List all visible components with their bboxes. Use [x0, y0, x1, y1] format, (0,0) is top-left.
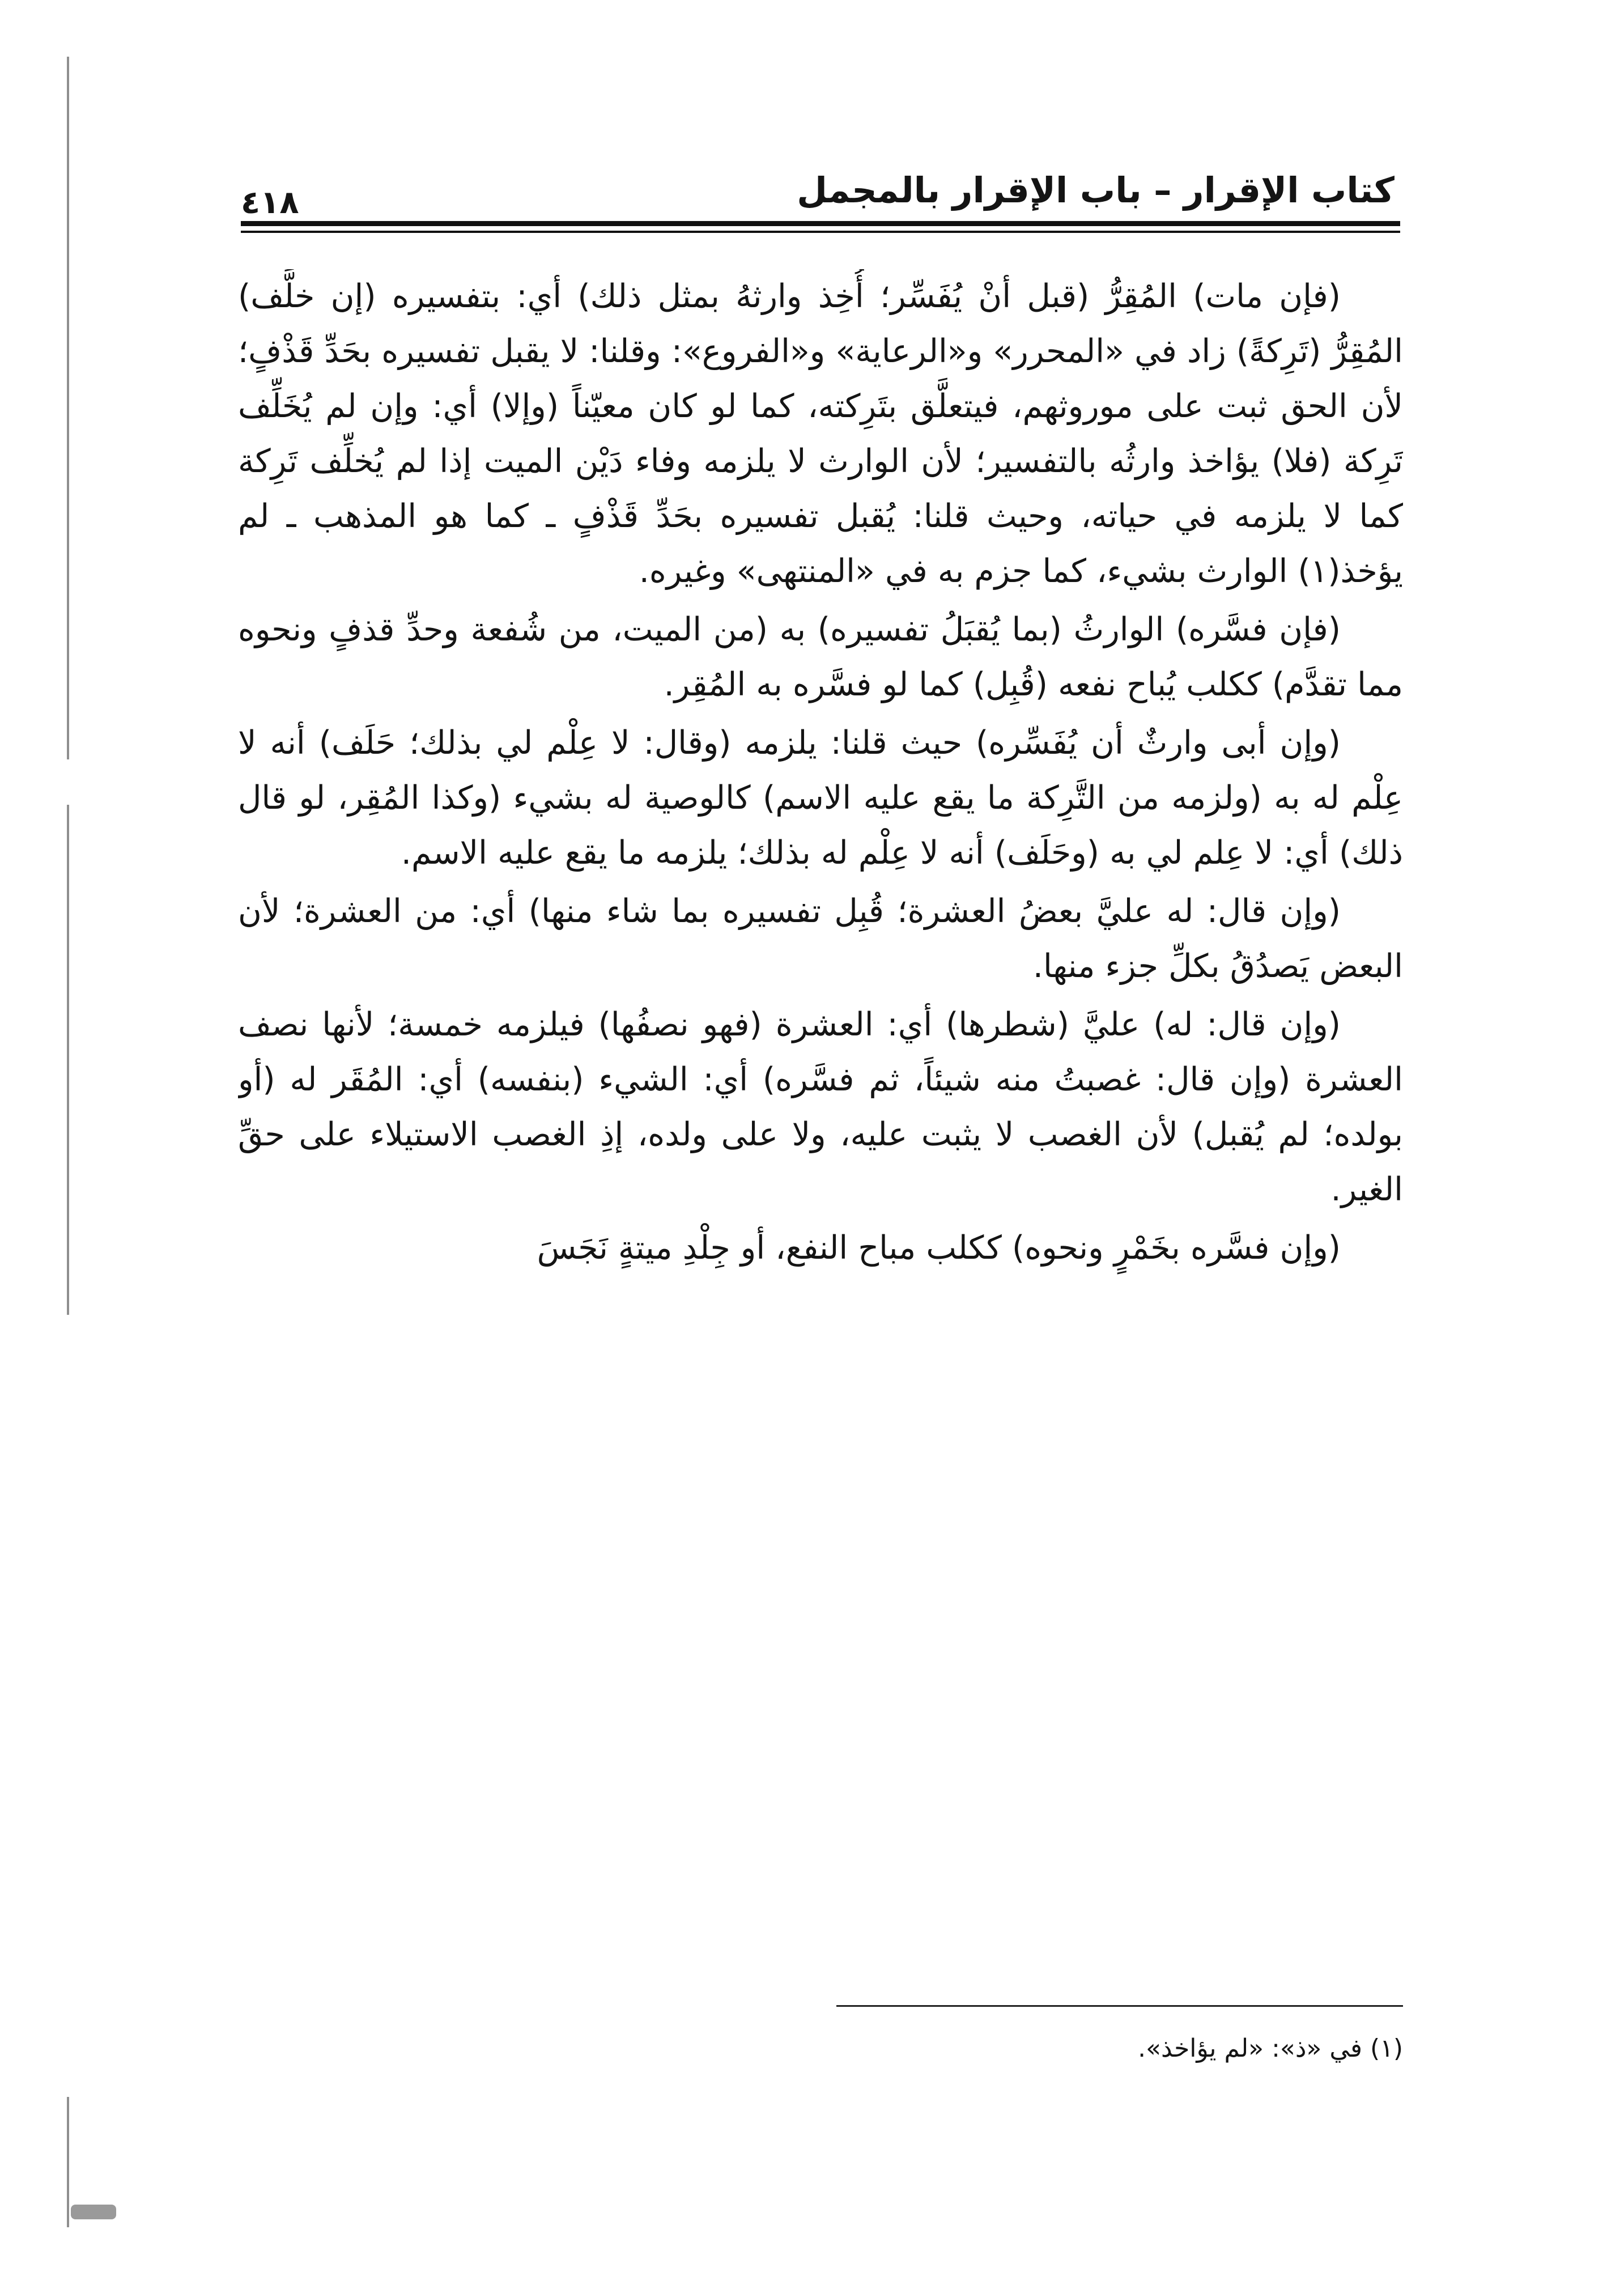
- paragraph: (وإن قال: له) عليَّ (شطرها) أي: العشرة (فهو نصفُها) فيلزمه خمسة؛ لأنها نصف العشرة (وإن قال: غصبتُ منه شيئاً، ثم فسَّره) أي: الشيء (بنفسه) أي: المُقَر له (أو بولده؛ لم يُقبل) لأن الغصب لا يثبت عليه، ولا على ولده، إذِ الغصب الاستيلاء على حقِّ الغير.: [238, 1006, 1403, 1208]
- header-rule: [241, 221, 1400, 226]
- scan-edge-line: [67, 805, 69, 1315]
- footnote-separator: [836, 2005, 1403, 2007]
- paragraph: (وإن أبى وارثٌ أن يُفَسِّره) حيث قلنا: يلزمه (وقال: لا عِلْم لي بذلك؛ حَلَف) أنه لا عِلْم له به (ولزمه من التَّرِكة ما يقع عليه الاسم) كالوصية له بشيء (وكذا المُقِر، لو قال ذلك) أي: لا عِلم لي به (وحَلَف) أنه لا عِلْم له بذلك؛ يلزمه ما يقع عليه الاسم.: [238, 724, 1403, 872]
- paragraph: (فإن مات) المُقِرُّ (قبل أنْ يُفَسِّر؛ أُخِذ وارثهُ بمثل ذلك) أي: بتفسيره (إن خلَّف) المُقِرُّ (تَرِكةً) زاد في «المحرر» و«الرعاية» و«الفروع»: وقلنا: لا يقبل تفسيره بحَدِّ قَذْفٍ؛ لأن الحق ثبت على موروثهم، فيتعلَّق بتَرِكته، كما لو كان معيّناً (وإلا) أي: وإن لم يُخَلِّف تَرِكة (فلا) يؤاخذ وارثُه بالتفسير؛ لأن الوارث لا يلزمه وفاء دَيْن الميت إذا لم يُخلِّف تَرِكة كما لا يلزمه في حياته، وحيث قلنا: يُقبل تفسيره بحَدِّ قَذْفٍ ـ كما هو المذهب ـ لم يؤخذ(١) الوارث بشيء، كما جزم به في «المنتهى» وغيره.: [238, 278, 1403, 590]
- main-text: [238, 269, 1403, 1969]
- chapter-title: كتاب الإقرار – باب الإقرار بالمجمل: [797, 169, 1395, 211]
- running-header: [241, 145, 1400, 230]
- paragraph: (فإن فسَّره) الوارثُ (بما يُقبَلُ تفسيره) به (من الميت، من شُفعة وحدِّ قذفٍ ونحوه مما تقدَّم) ككلب يُباح نفعه (قُبِل) كما لو فسَّره به المُقِر.: [238, 611, 1403, 703]
- scan-edge-line: [67, 2097, 69, 2227]
- page-number: ٤١٨: [241, 184, 299, 221]
- header-rule-thin: [241, 231, 1400, 233]
- scan-edge-line: [67, 57, 69, 759]
- footnote: (١) في «ذ»: «لم يؤاخذ».: [1138, 2034, 1403, 2063]
- paragraph: (وإن قال: له عليَّ بعضُ العشرة؛ قُبِل تفسيره بما شاء منها) أي: من العشرة؛ لأن البعض يَصدُقُ بكلِّ جزء منها.: [238, 893, 1403, 985]
- scan-corner-mark: [71, 2205, 116, 2219]
- paragraph: (وإن فسَّره بخَمْرٍ ونحوه) ككلب مباح النفع، أو جِلْدِ ميتةٍ نَجَسَ: [537, 1229, 1341, 1267]
